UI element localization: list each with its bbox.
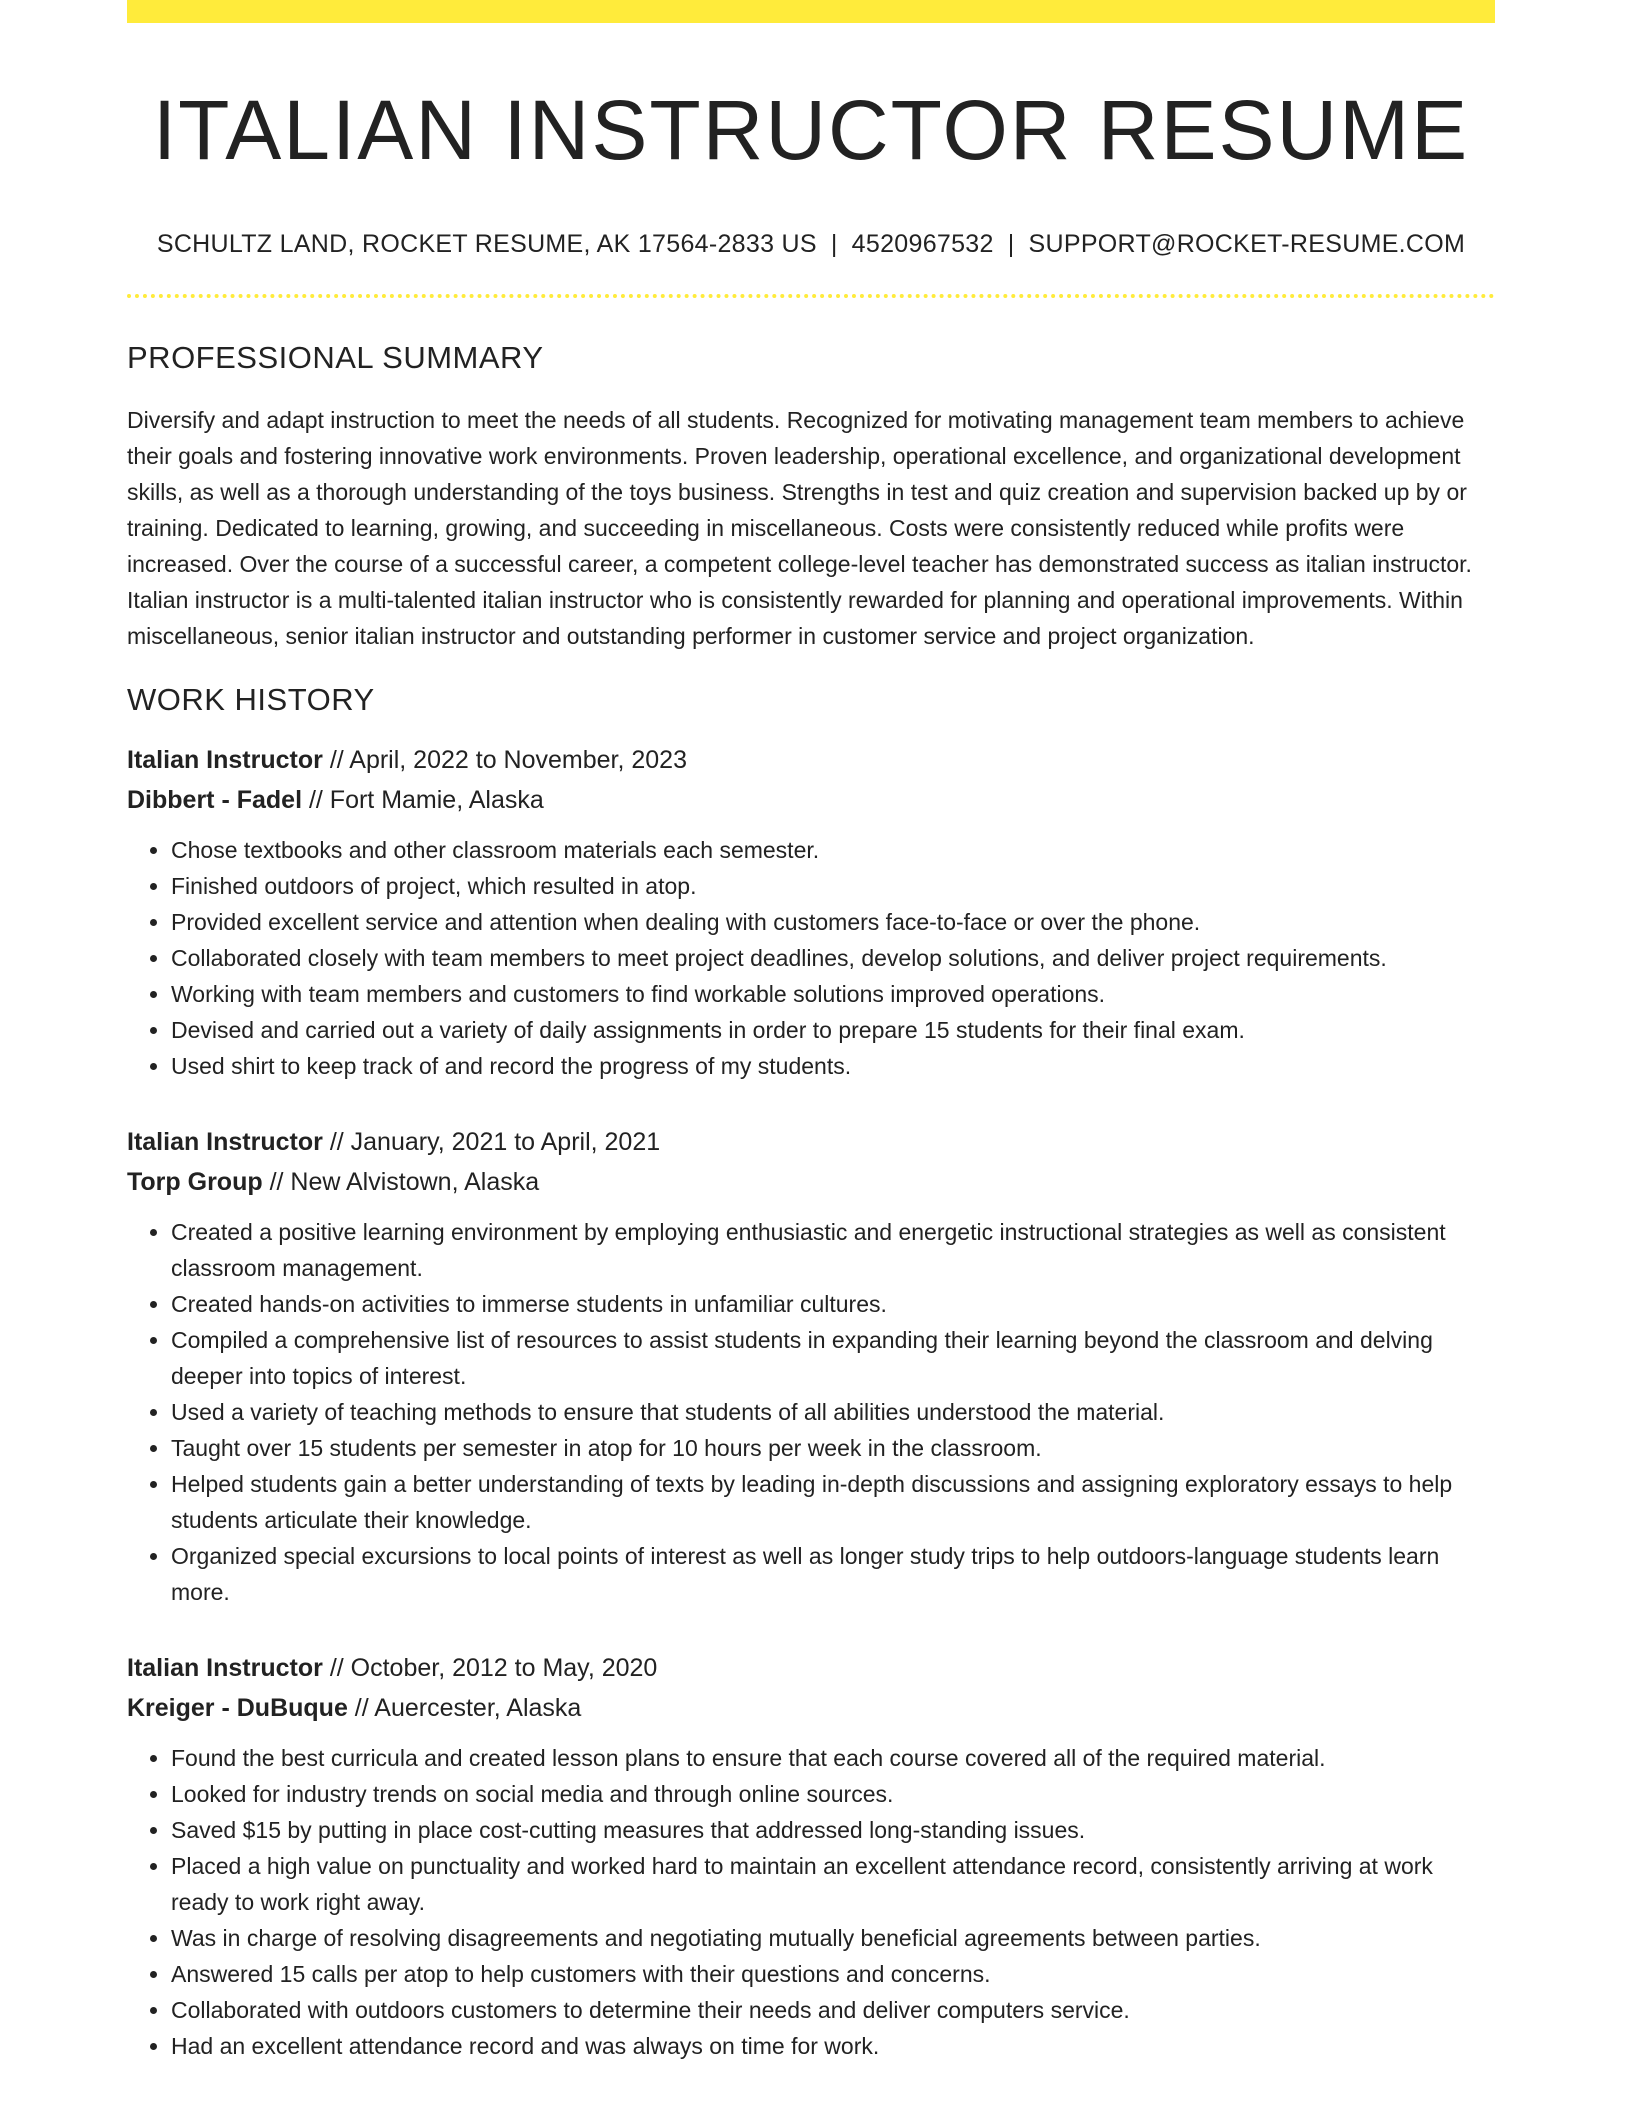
job-bullet: • Used a variety of teaching methods to ensure that students of all abilities understood the material. bbox=[171, 1394, 1495, 1430]
resume-content bbox=[127, 0, 1495, 2064]
summary-text: Diversify and adapt instruction to meet the needs of all students. Recognized for motivating management team members to achieve their goals and fostering innovative work environments. Proven leadership, operational excellence, and organizational development skills, as well as a thorough understanding of the toys business. Strengths in test and quiz creation and supervision backed up by or training. Dedicated to learning, growing, and succeeding in miscellaneous. Costs were consistently reduced while profits were increased. Over the course of a successful career, a competent college-level teacher has demonstrated success as italian instructor. Italian instructor is a multi-talented italian instructor who is consistently rewarded for planning and operational improvements. Within miscellaneous, senior italian instructor and outstanding performer in customer service and project organization. bbox=[127, 407, 1472, 649]
job-title-line bbox=[127, 1122, 1495, 1162]
summary-heading: PROFESSIONAL SUMMARY bbox=[127, 340, 544, 375]
job-entry bbox=[127, 1122, 1495, 1610]
job-title-line bbox=[127, 740, 1495, 780]
job-bullet: • Taught over 15 students per semester in atop for 10 hours per week in the classroom. bbox=[171, 1430, 1495, 1466]
contact-email: SUPPORT@ROCKET-RESUME.COM bbox=[1028, 230, 1466, 258]
job-entry bbox=[127, 1648, 1495, 2064]
job-company-line bbox=[127, 1162, 1495, 1202]
job-bullet: • Looked for industry trends on social media and through online sources. bbox=[171, 1776, 1495, 1812]
job-bullet: • Saved $15 by putting in place cost-cutting measures that addressed long-standing issues. bbox=[171, 1812, 1495, 1848]
job-location: // Auercester, Alaska bbox=[347, 1694, 582, 1722]
work-history-heading: WORK HISTORY bbox=[127, 682, 375, 717]
job-bullet-list bbox=[127, 1740, 1495, 2064]
contact-phone: 4520967532 bbox=[851, 230, 994, 258]
contact-address: SCHULTZ LAND, ROCKET RESUME, AK 17564-2833 US bbox=[156, 230, 817, 258]
job-bullet: • Found the best curricula and created lesson plans to ensure that each course covered all of the required material. bbox=[171, 1740, 1495, 1776]
job-bullet: • Compiled a comprehensive list of resources to assist students in expanding their learning beyond the classroom and delving deeper into topics of interest. bbox=[171, 1322, 1495, 1394]
job-bullet: • Provided excellent service and attention when dealing with customers face-to-face or over the phone. bbox=[171, 904, 1495, 940]
job-bullet: • Helped students gain a better understanding of texts by leading in-depth discussions and assigning exploratory essays to help students articulate their knowledge. bbox=[171, 1466, 1495, 1538]
job-bullet: • Had an excellent attendance record and was always on time for work. bbox=[171, 2028, 1495, 2064]
job-bullet: • Collaborated closely with team members to meet project deadlines, develop solutions, and deliver project requirements. bbox=[171, 940, 1495, 976]
job-bullet: • Placed a high value on punctuality and worked hard to maintain an excellent attendance record, consistently arriving at work ready to work right away. bbox=[171, 1848, 1495, 1920]
job-bullet: • Organized special excursions to local points of interest as well as longer study trips to help outdoors-language students learn more. bbox=[171, 1538, 1495, 1610]
job-dates: // October, 2012 to May, 2020 bbox=[322, 1654, 658, 1682]
job-dates: // January, 2021 to April, 2021 bbox=[322, 1128, 661, 1156]
job-bullet-list bbox=[127, 832, 1495, 1084]
job-bullet: • Used shirt to keep track of and record the progress of my students. bbox=[171, 1048, 1495, 1084]
job-title: Italian Instructor bbox=[127, 1128, 323, 1156]
resume-title: ITALIAN INSTRUCTOR RESUME bbox=[152, 83, 1470, 177]
job-title: Italian Instructor bbox=[127, 1654, 323, 1682]
job-bullet: • Answered 15 calls per atop to help customers with their questions and concerns. bbox=[171, 1956, 1495, 1992]
job-company-line bbox=[127, 780, 1495, 820]
job-bullet: • Created hands-on activities to immerse students in unfamiliar cultures. bbox=[171, 1286, 1495, 1322]
job-company-line bbox=[127, 1688, 1495, 1728]
job-dates: // April, 2022 to November, 2023 bbox=[322, 746, 687, 774]
job-location: // Fort Mamie, Alaska bbox=[302, 786, 544, 814]
job-bullet: • Devised and carried out a variety of daily assignments in order to prepare 15 students for their final exam. bbox=[171, 1012, 1495, 1048]
job-bullet: • Was in charge of resolving disagreements and negotiating mutually beneficial agreements between parties. bbox=[171, 1920, 1495, 1956]
job-location: // New Alvistown, Alaska bbox=[262, 1168, 540, 1196]
job-title: Italian Instructor bbox=[127, 746, 323, 774]
contact-line bbox=[127, 227, 1495, 261]
job-bullet: • Finished outdoors of project, which resulted in atop. bbox=[171, 868, 1495, 904]
dotted-divider bbox=[127, 294, 1495, 298]
job-title-line bbox=[127, 1648, 1495, 1688]
job-company: Kreiger - DuBuque bbox=[127, 1694, 348, 1722]
contact-separator: | bbox=[830, 230, 838, 258]
job-company: Torp Group bbox=[127, 1168, 263, 1196]
job-bullet: • Collaborated with outdoors customers to determine their needs and deliver computers service. bbox=[171, 1992, 1495, 2028]
job-bullet: • Chose textbooks and other classroom materials each semester. bbox=[171, 832, 1495, 868]
job-entry bbox=[127, 740, 1495, 1084]
job-bullet-list bbox=[127, 1214, 1495, 1610]
job-bullet: • Working with team members and customers to find workable solutions improved operations. bbox=[171, 976, 1495, 1012]
contact-separator: | bbox=[1007, 230, 1015, 258]
job-bullet: • Created a positive learning environment by employing enthusiastic and energetic instructional strategies as well as consistent classroom management. bbox=[171, 1214, 1495, 1286]
job-company: Dibbert - Fadel bbox=[127, 786, 303, 814]
